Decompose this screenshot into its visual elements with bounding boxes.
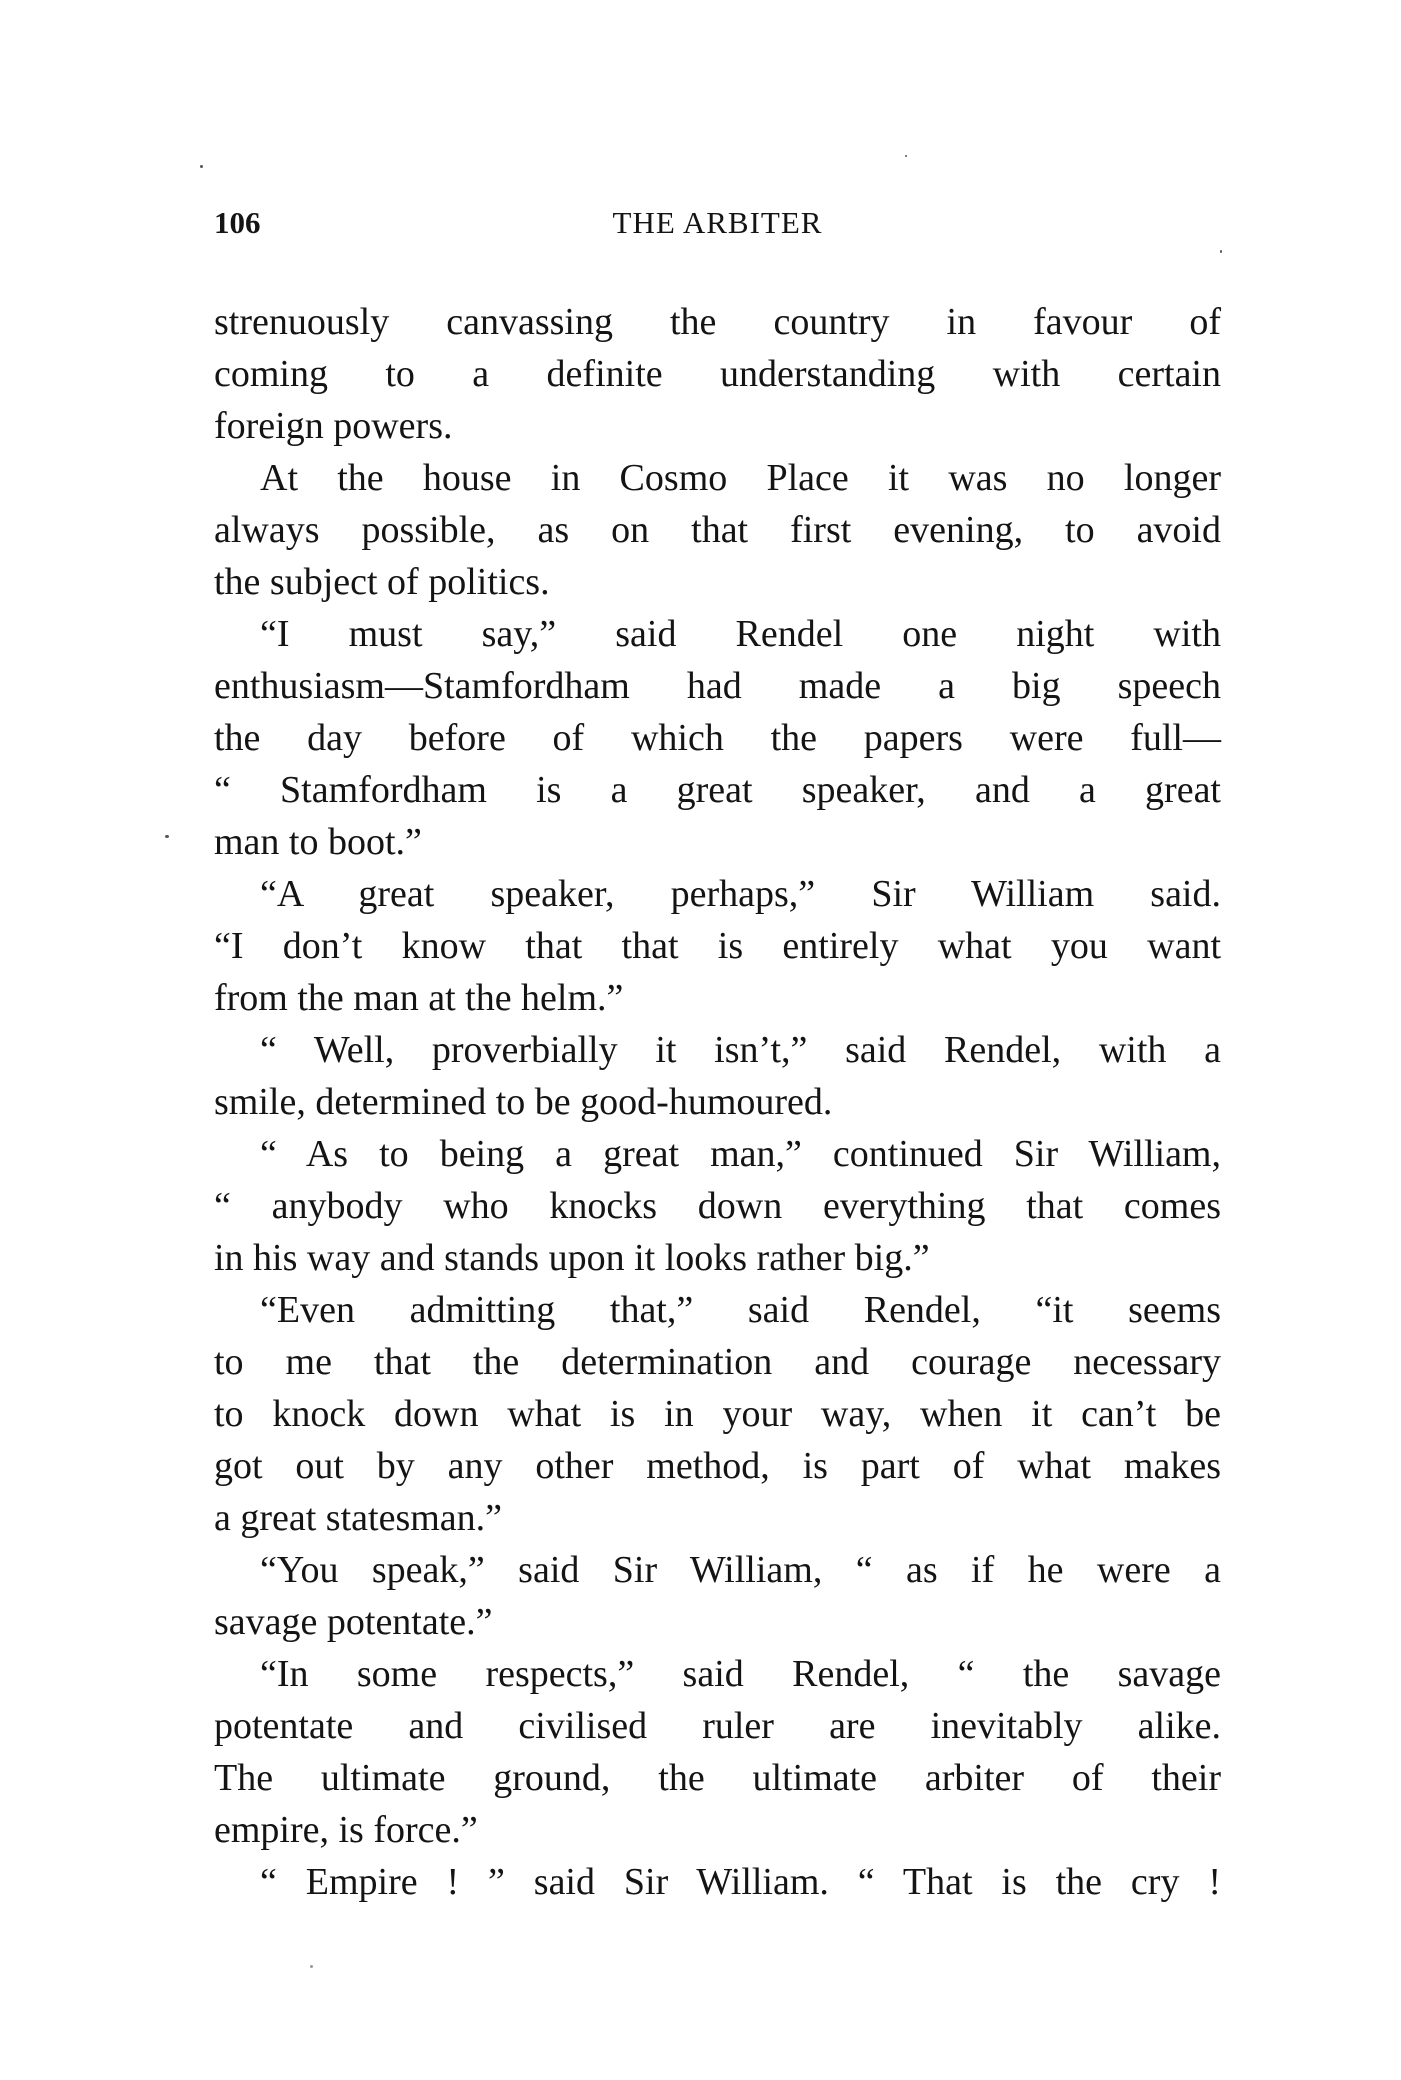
text-line: “I don’t know that that is entirely what you want (214, 925, 1221, 967)
scan-speck (905, 155, 907, 157)
text-line: a great statesman.” (214, 1497, 503, 1539)
text-line: savage potentate.” (214, 1601, 493, 1643)
text-line: to me that the determination and courage necessary (214, 1341, 1221, 1383)
running-header (214, 205, 1221, 249)
text-line: “ anybody who knocks down everything that comes (214, 1185, 1221, 1227)
text-line: “I must say,” said Rendel one night with (260, 613, 1221, 655)
text-line: the day before of which the papers were full— (214, 717, 1221, 759)
scan-speck (310, 1965, 313, 1968)
page-body-text (214, 296, 1221, 1908)
text-line: got out by any other method, is part of what makes (214, 1445, 1221, 1487)
text-line: empire, is force.” (214, 1809, 478, 1851)
text-line: man to boot.” (214, 821, 422, 863)
text-line: always possible, as on that first evening, to avoid (214, 509, 1221, 551)
text-line: strenuously canvassing the country in favour of (214, 301, 1221, 343)
text-line: “In some respects,” said Rendel, “ the savage (260, 1653, 1221, 1695)
text-line: enthusiasm—Stamfordham had made a big speech (214, 665, 1221, 707)
running-title: THE ARBITER (612, 205, 823, 240)
scan-speck (1220, 250, 1222, 253)
text-line: “ As to being a great man,” continued Sir William, (260, 1133, 1221, 1175)
text-line: from the man at the helm.” (214, 977, 624, 1019)
text-line: the subject of politics. (214, 561, 550, 603)
text-line: potentate and civilised ruler are inevitably alike. (214, 1705, 1221, 1747)
text-line: “ Well, proverbially it isn’t,” said Rendel, with a (260, 1029, 1221, 1071)
text-line: “ Stamfordham is a great speaker, and a great (214, 769, 1221, 811)
text-line: smile, determined to be good-humoured. (214, 1081, 833, 1123)
text-line: foreign powers. (214, 405, 453, 447)
text-line: “A great speaker, perhaps,” Sir William said. (260, 873, 1221, 915)
text-line: to knock down what is in your way, when it can’t be (214, 1393, 1221, 1435)
text-line: The ultimate ground, the ultimate arbiter of their (214, 1757, 1221, 1799)
scan-speck (165, 835, 169, 838)
text-line: “Even admitting that,” said Rendel, “it seems (260, 1289, 1221, 1331)
text-line: coming to a definite understanding with certain (214, 353, 1221, 395)
page-number: 106 (214, 205, 261, 240)
text-line: “You speak,” said Sir William, “ as if he were a (260, 1549, 1221, 1591)
scan-speck (200, 165, 203, 168)
text-line: “ Empire ! ” said Sir William. “ That is the cry ! (260, 1861, 1221, 1903)
text-line: At the house in Cosmo Place it was no longer (260, 457, 1221, 499)
text-line: in his way and stands upon it looks rather big.” (214, 1237, 930, 1279)
